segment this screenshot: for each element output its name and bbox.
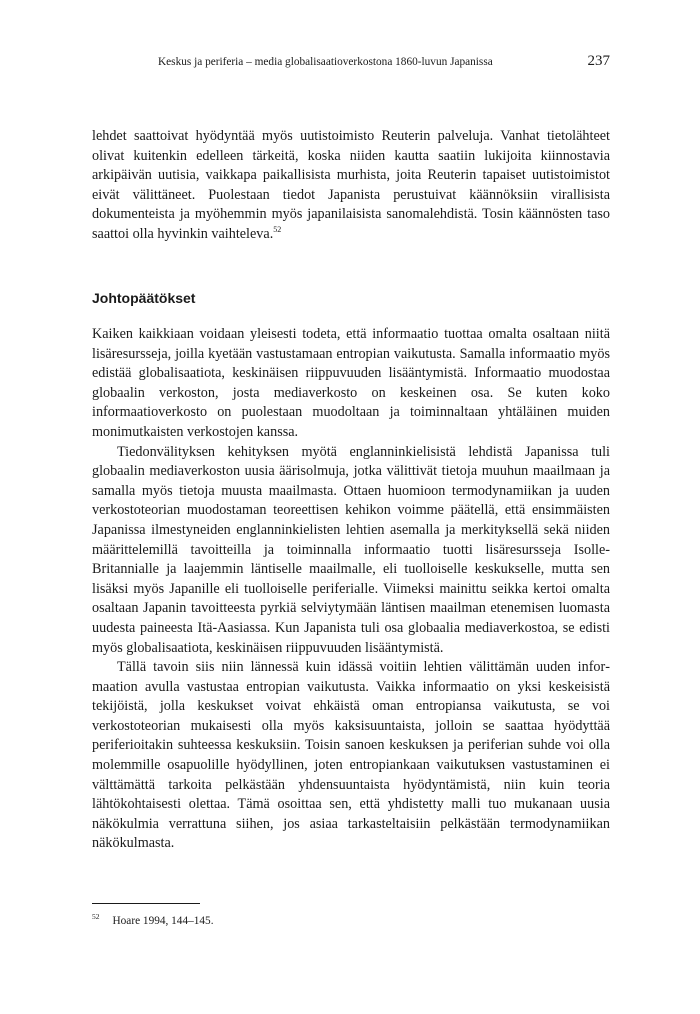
running-title: Keskus ja periferia – media globalisaatioverkostona 1860-luvun Japanissa bbox=[158, 56, 493, 68]
intro-paragraph bbox=[92, 127, 610, 245]
footnote-divider bbox=[92, 903, 200, 904]
section-heading: Johtopäätökset bbox=[92, 290, 196, 306]
page-header bbox=[92, 53, 610, 75]
conclusions-text-block bbox=[92, 325, 610, 854]
footnote-number: 52 bbox=[92, 912, 100, 921]
conclusions-paragraph-2: Tiedonvälityksen kehityksen myötä englanninkielisistä lehdistä Japanissa tuli globaalin mediaverkoston uusia äärisolmuja, jotka välittivät tietoja muuhun maailmaan ja samalla myös tietoja muusta maailmasta. Ottaen huomioon termodynamiikan ja uuden verkostoteorian muodostaman teoreettisen kehikon voimme päätellä, että ensimmäisten Japanissa ilmestyneiden englanninkielisten lehtien asemalla ja merkityksellä sekä niiden määrittelemillä tavoitteilla ja toiminnalla informaatio tuotti lisäresursseja Isolle-Britannialle ja laajemmin läntiselle maailmalle, eli tuolloiselle keskukselle, mutta sen lisäksi myös Japanille eli tuolloiselle periferialle. Viimeksi mainittu seikka kertoi omalta osaltaan Japanin tavoitteesta pyrkiä selviytymään läntisen maailman etenemisen luomasta uudesta paineesta Itä-Aasiassa. Kun Japanista tuli osa globaalia mediaverkostoa, se edisti myös globalisaatiota, keskinäisen riippuvuuden lisääntymistä. bbox=[92, 443, 610, 656]
conclusions-paragraph-1: Kaiken kaikkiaan voidaan yleisesti todeta, että informaatio tuottaa omalta osaltaan niitä lisäresursseja, joilla kyetään vastustamaan entropian vaikutusta. Samalla informaatio myös edistää globalisaatiota, keskinäisen riippuvuuden lisääntymistä. Informaatio muodostaa globaalin verkoston, josta mediaverkosto on keskeinen osa. Se kuten koko informaatioverkosto on puolestaan muodoltaan ja toiminnaltaan yhtäläinen muiden monimutkaisten verkostojen kanssa. bbox=[92, 326, 610, 440]
page-number: 237 bbox=[587, 53, 610, 69]
intro-paragraph-text: lehdet saattoivat hyödyntää myös uutistoimisto Reuterin palveluja. Vanhat tietolähteet olivat kuitenkin edelleen tärkeitä, koska niiden kautta saatiin lukijoita kiinnostavia arkipäivän uutisia, vaikkapa paikallisista murhista, joita Reuterin tapaiset uutistoimistot eivät välittäneet. Puolestaan tiedot Japanista perustuivat käännöksiin virallisista dokumenteista ja myöhemmin myös japanilaisista sanomalehdistä. Tosin käännösten taso saattoi olla hyvinkin vaihteleva. bbox=[92, 128, 610, 242]
conclusions-paragraph-3: Tällä tavoin siis niin lännessä kuin idässä voitiin lehtien välittämän uuden informaation avulla vastustaa entropian vaikutusta. Vaikka informaatio on yksi keskeisistä tekijöistä, jolla keskukset voivat ehkäistä oman entropiansa vaikutusta, se voi verkostoteorian mukaisesti olla myös kaksisuuntaista, jolloin se saattaa hyödyttää periferioitakin suhteessa keskuksiin. Toisin sanoen keskuksen ja periferian suhde voi olla molemmille osapuolille hyödyllinen, joten entropiankaan vaikutuksen vastustaminen ei välttämättä tarkoita pelkästään yhdensuuntaista hyödyntämistä, niin kuin teoria lähtökohtaisesti olettaa. Tämä osoittaa sen, että yhdistetty malli tuo mukanaan uusia näkökulmia verrattuna siihen, jos asiaa tarkasteltaisiin pelkästään termodynamiikan näkökulmasta. bbox=[92, 659, 610, 852]
footnote-reference: 52 bbox=[273, 224, 282, 234]
footnote-text: Hoare 1994, 144–145. bbox=[112, 915, 214, 927]
intro-text-block bbox=[92, 127, 610, 245]
footnote bbox=[92, 910, 214, 928]
